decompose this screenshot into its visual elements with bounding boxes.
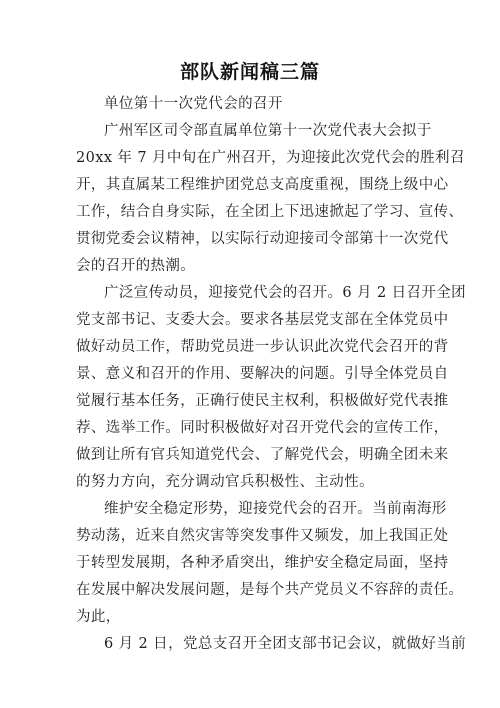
paragraph-1-line-1: 广州军区司令部直属单位第十一次党代表大会拟于 bbox=[104, 123, 432, 139]
paragraph-1-line-5: 贯彻党委会议精神，以实际行动迎接司令部第十一次党代 bbox=[76, 231, 449, 247]
paragraph-3-line-3: 于转型发展期，各种矛盾突出，维护安全稳定局面，坚持 bbox=[76, 555, 449, 571]
paragraph-3-line-4: 在发展中解决发展问题，是每个共产党员义不容辞的责任。 bbox=[76, 582, 464, 598]
paragraph-2-line-6: 荐、选举工作。同时积极做好对召开党代会的宣传工作， bbox=[76, 420, 449, 436]
paragraph-2-line-3: 做好动员工作，帮助党员进一步认识此次党代会召开的背 bbox=[76, 339, 449, 355]
document-subtitle: 单位第十一次党代会的召开 bbox=[104, 96, 283, 112]
paragraph-1-line-4: 工作，结合自身实际，在全团上下迅速掀起了学习、宣传、 bbox=[76, 204, 464, 220]
paragraph-4-line-1: 6 月 2 日，党总支召开全团支部书记会议，就做好当前 bbox=[104, 636, 467, 652]
paragraph-1-line-3: 开，其直属某工程维护团党总支高度重视，围绕上级中心 bbox=[76, 177, 449, 193]
paragraph-2-line-1: 广泛宣传动员，迎接党代会的召开。6 月 2 日召开全团 bbox=[104, 285, 467, 301]
document-title: 部队新闻稿三篇 bbox=[179, 61, 320, 83]
paragraph-3-line-5: 为此， bbox=[76, 609, 121, 625]
paragraph-1-line-2: 20xx 年 7 月中旬在广州召开，为迎接此次党代会的胜利召 bbox=[76, 150, 465, 166]
paragraph-3-line-2: 势动荡，近来自然灾害等突发事件又频发，加上我国正处 bbox=[76, 528, 449, 544]
paragraph-3-line-1: 维护安全稳定形势，迎接党代会的召开。当前南海形 bbox=[104, 501, 447, 517]
paragraph-1-line-6: 会的召开的热潮。 bbox=[76, 258, 196, 274]
paragraph-2-line-8: 的努力方向，充分调动官兵积极性、主动性。 bbox=[76, 474, 374, 490]
paragraph-2-line-2: 党支部书记、支委大会。要求各基层党支部在全体党员中 bbox=[76, 312, 449, 328]
paragraph-2-line-5: 觉履行基本任务，正确行使民主权利，积极做好党代表推 bbox=[76, 393, 449, 409]
paragraph-2-line-4: 景、意义和召开的作用、要解决的问题。引导全体党员自 bbox=[76, 366, 449, 382]
paragraph-2-line-7: 做到让所有官兵知道党代会、了解党代会，明确全团未来 bbox=[76, 447, 449, 463]
